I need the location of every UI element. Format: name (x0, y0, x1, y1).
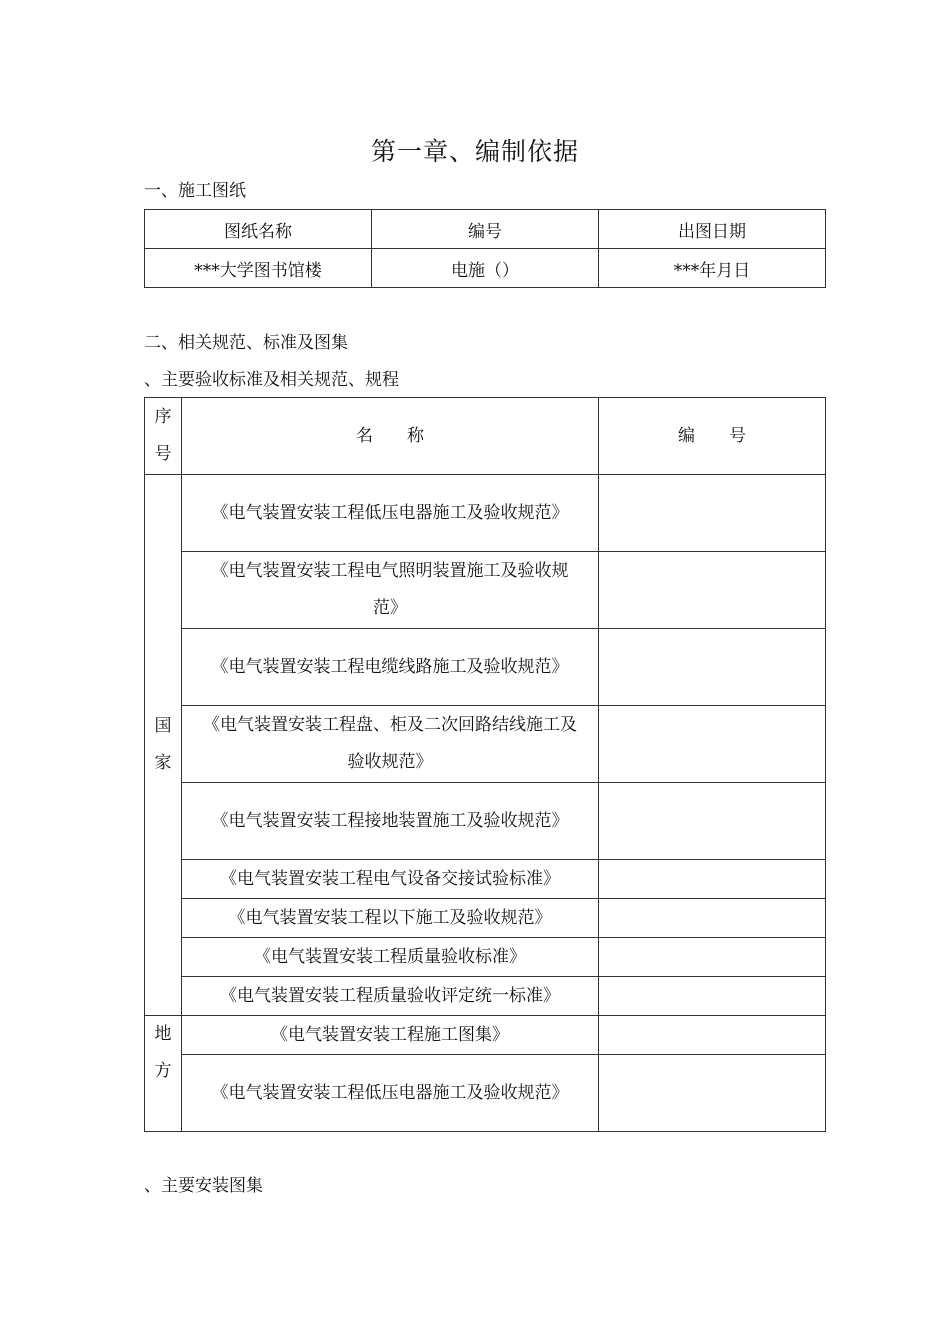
table-header-row (145, 210, 826, 249)
table-row (145, 938, 826, 977)
header-name: 名 称 (182, 398, 599, 475)
standard-code-cell (599, 899, 826, 938)
table-row (145, 629, 826, 706)
category-char: 家 (154, 753, 172, 773)
header-seq (145, 398, 182, 475)
standard-code-cell (599, 977, 826, 1016)
drawing-name-cell: ***大学图书馆楼 (145, 249, 372, 288)
standard-name-cell: 《电气装置安装工程低压电器施工及验收规范》 (182, 475, 599, 552)
standard-name-cell: 《电气装置安装工程电气设备交接试验标准》 (182, 860, 599, 899)
standard-code-cell (599, 475, 826, 552)
table-row (145, 552, 826, 629)
page-title: 第一章、编制依据 (370, 137, 579, 166)
standard-name-cell: 《电气装置安装工程低压电器施工及验收规范》 (182, 1055, 599, 1132)
standard-name-cell: 《电气装置安装工程接地装置施工及验收规范》 (182, 783, 599, 860)
standard-code-cell (599, 1055, 826, 1132)
drawing-number-cell: 电施（） (372, 249, 599, 288)
category-local (145, 1016, 182, 1132)
category-char: 国 (154, 716, 172, 736)
table-row (145, 1016, 826, 1055)
standard-code-cell (599, 860, 826, 899)
drawings-table (144, 209, 826, 288)
header-seq-char-1: 序 (154, 407, 172, 427)
header-drawing-number: 编号 (372, 210, 599, 249)
table-row (145, 706, 826, 783)
standard-code-cell (599, 938, 826, 977)
table-row (145, 249, 826, 288)
standard-code-cell (599, 629, 826, 706)
header-seq-char-2: 号 (154, 444, 172, 464)
table-row (145, 977, 826, 1016)
category-national (145, 475, 182, 1016)
standard-name-cell: 《电气装置安装工程施工图集》 (182, 1016, 599, 1055)
section-heading-drawings: 一、施工图纸 (144, 181, 246, 201)
category-char: 地 (154, 1024, 172, 1044)
section-heading-installation-atlas: 、主要安装图集 (144, 1176, 263, 1196)
issue-date-cell: ***年月日 (599, 249, 826, 288)
table-row (145, 899, 826, 938)
standard-name-cell: 《电气装置安装工程以下施工及验收规范》 (182, 899, 599, 938)
standard-name-cell: 《电气装置安装工程电气照明装置施工及验收规范》 (182, 552, 599, 629)
header-issue-date: 出图日期 (599, 210, 826, 249)
table-row (145, 475, 826, 552)
standard-name-cell: 《电气装置安装工程质量验收标准》 (182, 938, 599, 977)
table-row (145, 860, 826, 899)
standard-code-cell (599, 552, 826, 629)
table-header-row (145, 398, 826, 475)
table-row (145, 1055, 826, 1132)
section-heading-standards: 二、相关规范、标准及图集 (144, 333, 348, 353)
subheading-acceptance-standards: 、主要验收标准及相关规范、规程 (144, 370, 399, 390)
standard-name-cell: 《电气装置安装工程电缆线路施工及验收规范》 (182, 629, 599, 706)
header-code: 编 号 (599, 398, 826, 475)
standard-name-cell: 《电气装置安装工程盘、柜及二次回路结线施工及验收规范》 (182, 706, 599, 783)
standards-table (144, 397, 826, 1132)
standard-code-cell (599, 783, 826, 860)
standard-name-cell: 《电气装置安装工程质量验收评定统一标准》 (182, 977, 599, 1016)
table-row (145, 783, 826, 860)
standard-code-cell (599, 706, 826, 783)
header-drawing-name: 图纸名称 (145, 210, 372, 249)
standard-code-cell (599, 1016, 826, 1055)
category-char: 方 (154, 1061, 172, 1081)
